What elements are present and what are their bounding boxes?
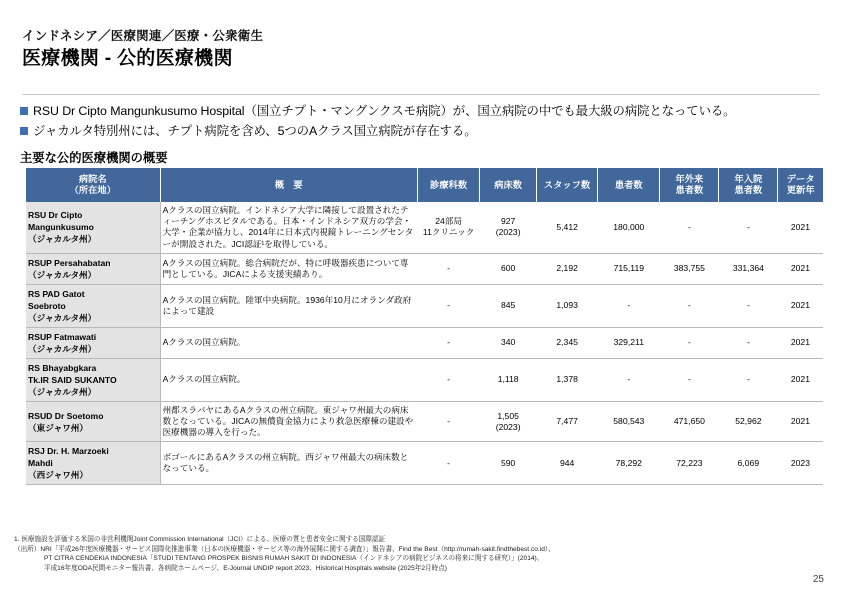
cell-annual-inpatients: 52,962 (719, 401, 778, 442)
bullet-text: RSU Dr Cipto Mangunkusumo Hospital（国立チプト・マングンクスモ病院）が、国立病院の中でも最大級の病院となっている。 (33, 104, 736, 118)
cell-staff: 2,192 (537, 253, 598, 284)
cell-annual-inpatients: - (719, 327, 778, 358)
cell-overview: Aクラスの国立病院。陸軍中央病院。1936年10月にオランダ政府によって建設 (160, 284, 417, 327)
cell-departments: - (418, 327, 480, 358)
cell-departments: - (418, 358, 480, 401)
column-header-hospital-name: 病院名 （所在地） (26, 168, 160, 202)
cell-overview: Aクラスの国立病院。 (160, 358, 417, 401)
slide-header (22, 28, 822, 72)
cell-data-year: 2021 (778, 202, 823, 253)
column-header-patients: 患者数 (598, 168, 660, 202)
square-bullet-icon (20, 127, 28, 135)
table-row (26, 442, 823, 485)
cell-overview: 州都スラバヤにあるAクラスの州立病院。東ジャワ州最大の病床数となっている。JICAの無償資金協力により救急医療棟の建設や医療機器の導入を行った。 (160, 401, 417, 442)
cell-data-year: 2021 (778, 284, 823, 327)
cell-annual-outpatients: - (660, 284, 719, 327)
cell-departments: - (418, 442, 480, 485)
cell-staff: 1,378 (537, 358, 598, 401)
cell-annual-inpatients: - (719, 284, 778, 327)
footnote-source-line-1: （出所）NRI「平成26年度医療機器・サービス国際化推進事業（日本の医療機器・サービス等の海外展開に関する調査）」報告書、Find the Best（http://rumah-sakit.findthebest.co.id）、 (14, 545, 555, 553)
cell-annual-outpatients: - (660, 327, 719, 358)
cell-overview: Aクラスの国立病院。 (160, 327, 417, 358)
column-header-beds: 病床数 (480, 168, 537, 202)
cell-departments: 24部局 11クリニック (418, 202, 480, 253)
list-item (20, 103, 832, 120)
footnote-jci: 1. 医療施設を評価する米国の非営利機関Joint Commission International（JCI）による、医療の質と患者安全に関する国際認証 (14, 536, 386, 543)
cell-data-year: 2021 (778, 327, 823, 358)
cell-annual-outpatients: - (660, 202, 719, 253)
cell-staff: 944 (537, 442, 598, 485)
cell-hospital-name: RSUP Persahabatan （ジャカルタ州） (26, 253, 160, 284)
footnotes (14, 535, 774, 573)
cell-annual-outpatients: 72,223 (660, 442, 719, 485)
footnote-source-line-3: 平成16年度ODA民間モニター報告書、各病院ホームページ、E-Journal UNDIP report 2023、Historical Hospitals website (2025年2月時点) (44, 564, 447, 572)
table-row (26, 253, 823, 284)
cell-beds: 590 (480, 442, 537, 485)
cell-patients: - (598, 284, 660, 327)
table-row (26, 202, 823, 253)
cell-annual-inpatients: - (719, 202, 778, 253)
table-row (26, 284, 823, 327)
footnote-source-line-2: PT CITRA CENDEKIA INDONESIA「STUDI TENTANG PROSPEK BISNIS RUMAH SAKIT DI INDONESIA（インドネシアの病院ビジネスの将来に関する研究）」(2014)、 (44, 555, 544, 563)
cell-staff: 5,412 (537, 202, 598, 253)
cell-annual-inpatients: 6,069 (719, 442, 778, 485)
table-body (26, 202, 823, 485)
cell-beds: 845 (480, 284, 537, 327)
cell-beds: 1,505 (2023) (480, 401, 537, 442)
cell-annual-outpatients: 383,755 (660, 253, 719, 284)
cell-patients: 329,211 (598, 327, 660, 358)
cell-hospital-name: RS PAD Gatot Soebroto （ジャカルタ州） (26, 284, 160, 327)
column-header-annual-inpatients: 年入院 患者数 (719, 168, 778, 202)
cell-hospital-name: RS Bhayabgkara Tk.IR SAID SUKANTO （ジャカルタ州） (26, 358, 160, 401)
cell-beds: 927 (2023) (480, 202, 537, 253)
section-caption: 主要な公的医療機関の概要 (20, 151, 168, 165)
hospital-table-container (26, 168, 823, 485)
column-header-data-year: データ 更新年 (778, 168, 823, 202)
bullet-list (20, 103, 832, 143)
hospital-table (26, 168, 823, 485)
breadcrumb: インドネシア／医療関連／医療・公衆衛生 (22, 29, 264, 43)
cell-hospital-name: RSU Dr Cipto Mangunkusumo （ジャカルタ州） (26, 202, 160, 253)
cell-staff: 1,093 (537, 284, 598, 327)
cell-beds: 1,118 (480, 358, 537, 401)
cell-departments: - (418, 284, 480, 327)
cell-patients: 180,000 (598, 202, 660, 253)
cell-data-year: 2023 (778, 442, 823, 485)
table-row (26, 401, 823, 442)
cell-data-year: 2021 (778, 253, 823, 284)
table-header-row (26, 168, 823, 202)
cell-patients: - (598, 358, 660, 401)
cell-overview: Aクラスの国立病院。インドネシア大学に隣接して設置されたティーチングホスピタルである。日本・インドネシア双方の学会・大学・企業が協力し、2014年に日本式内視鏡トレーニングセンターが開設された。JCI認証¹を取得している。 (160, 202, 417, 253)
cell-annual-outpatients: 471,650 (660, 401, 719, 442)
cell-beds: 600 (480, 253, 537, 284)
page-title: 医療機関 - 公的医療機関 (22, 48, 233, 69)
cell-annual-outpatients: - (660, 358, 719, 401)
column-header-staff: スタッフ数 (537, 168, 598, 202)
cell-patients: 715,119 (598, 253, 660, 284)
square-bullet-icon (20, 107, 28, 115)
cell-overview: Aクラスの国立病院。総合病院だが、特に呼吸器疾患について専門としている。JICAによる支援実績あり。 (160, 253, 417, 284)
cell-annual-inpatients: - (719, 358, 778, 401)
column-header-overview: 概 要 (160, 168, 417, 202)
cell-hospital-name: RSJ Dr. H. Marzoeki Mahdi （西ジャワ州） (26, 442, 160, 485)
cell-patients: 78,292 (598, 442, 660, 485)
table-row (26, 327, 823, 358)
cell-staff: 2,345 (537, 327, 598, 358)
column-header-annual-outpatients: 年外来 患者数 (660, 168, 719, 202)
bullet-text: ジャカルタ特別州には、チプト病院を含め、5つのAクラス国立病院が存在する。 (33, 124, 477, 138)
cell-beds: 340 (480, 327, 537, 358)
cell-hospital-name: RSUD Dr Soetomo （東ジャワ州） (26, 401, 160, 442)
cell-overview: ボゴールにあるAクラスの州立病院。西ジャワ州最大の病床数となっている。 (160, 442, 417, 485)
cell-hospital-name: RSUP Fatmawati （ジャカルタ州） (26, 327, 160, 358)
table-row (26, 358, 823, 401)
cell-staff: 7,477 (537, 401, 598, 442)
cell-departments: - (418, 253, 480, 284)
cell-patients: 580,543 (598, 401, 660, 442)
page-number: 25 (812, 574, 824, 585)
cell-departments: - (418, 401, 480, 442)
cell-data-year: 2021 (778, 401, 823, 442)
title-divider (22, 94, 820, 95)
column-header-departments: 診療科数 (418, 168, 480, 202)
list-item (20, 123, 832, 140)
cell-annual-inpatients: 331,364 (719, 253, 778, 284)
cell-data-year: 2021 (778, 358, 823, 401)
